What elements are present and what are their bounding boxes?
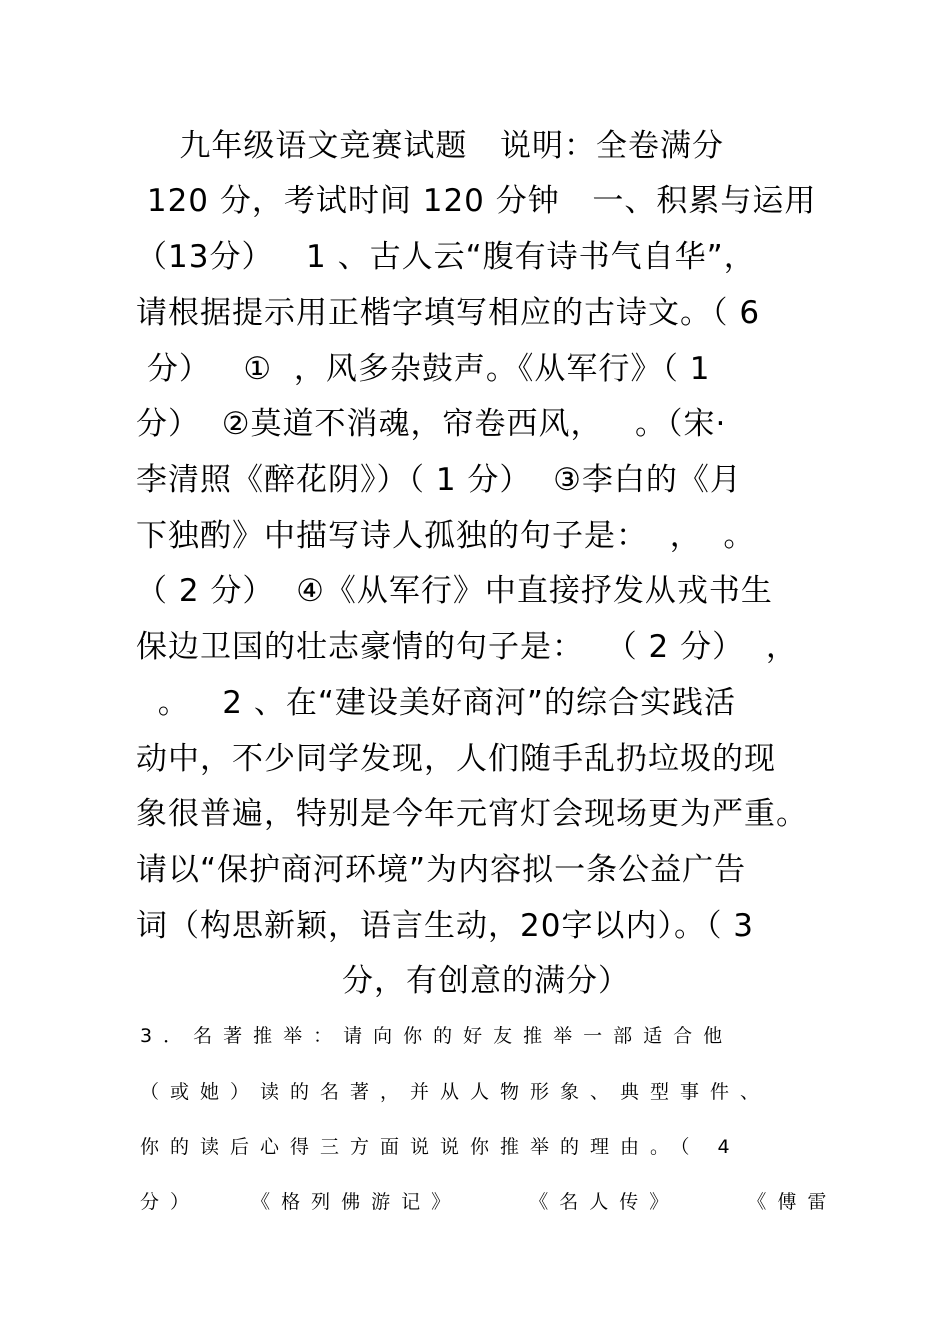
- text-line-15: 词（构思新颖，语言生动，20字以内）。（ 3: [136, 908, 755, 944]
- small-line-3: 你的读后心得三方面说说你推举的理由。（ 4: [140, 1136, 741, 1158]
- small-line-1: 3．名著推举：请向你的好友推举一部适合他: [140, 1025, 734, 1047]
- small-line-2: （或她）读的名著，并从人物形象、典型事件、: [140, 1081, 771, 1103]
- text-line-4: 请根据提示用正楷字填写相应的古诗文。（ 6: [136, 295, 761, 331]
- text-line-8: 下独酌》中描写诗人孤独的句子是： ， 。: [136, 518, 756, 554]
- text-line-1: 九年级语文竞赛试题 说明：全卷满分: [136, 128, 724, 164]
- text-line-7: 李清照《醉花阴》）（ 1 分） ③李白的《月: [136, 462, 742, 498]
- text-line-2: 120 分，考试时间 120 分钟 一、积累与运用: [136, 183, 817, 219]
- text-line-6: 分） ②莫道不消魂，帘卷西风， 。（宋·: [136, 406, 727, 442]
- text-line-13: 象很普遍，特别是今年元宵灯会现场更为严重。: [136, 796, 808, 832]
- text-line-3: （13分） 1 、古人云“腹有诗书气自华”，: [136, 239, 756, 275]
- text-line-center: 分，有创意的满分）: [342, 963, 630, 999]
- text-line-9: （ 2 分） ④《从军行》中直接抒发从戎书生: [136, 573, 773, 609]
- text-line-11: 。 2 、在“建设美好商河”的综合实践活: [136, 685, 736, 721]
- small-line-4: 分） 《格列佛游记》 《名人传》 《傅雷: [140, 1191, 838, 1213]
- text-line-12: 动中，不少同学发现，人们随手乱扔垃圾的现: [136, 741, 776, 777]
- text-line-10: 保边卫国的壮志豪情的句子是： （ 2 分） ，: [136, 629, 798, 665]
- text-line-5: 分） ① ，风多杂鼓声。《从军行》（ 1: [136, 351, 711, 387]
- text-line-14: 请以“保护商河环境”为内容拟一条公益广告: [136, 852, 747, 888]
